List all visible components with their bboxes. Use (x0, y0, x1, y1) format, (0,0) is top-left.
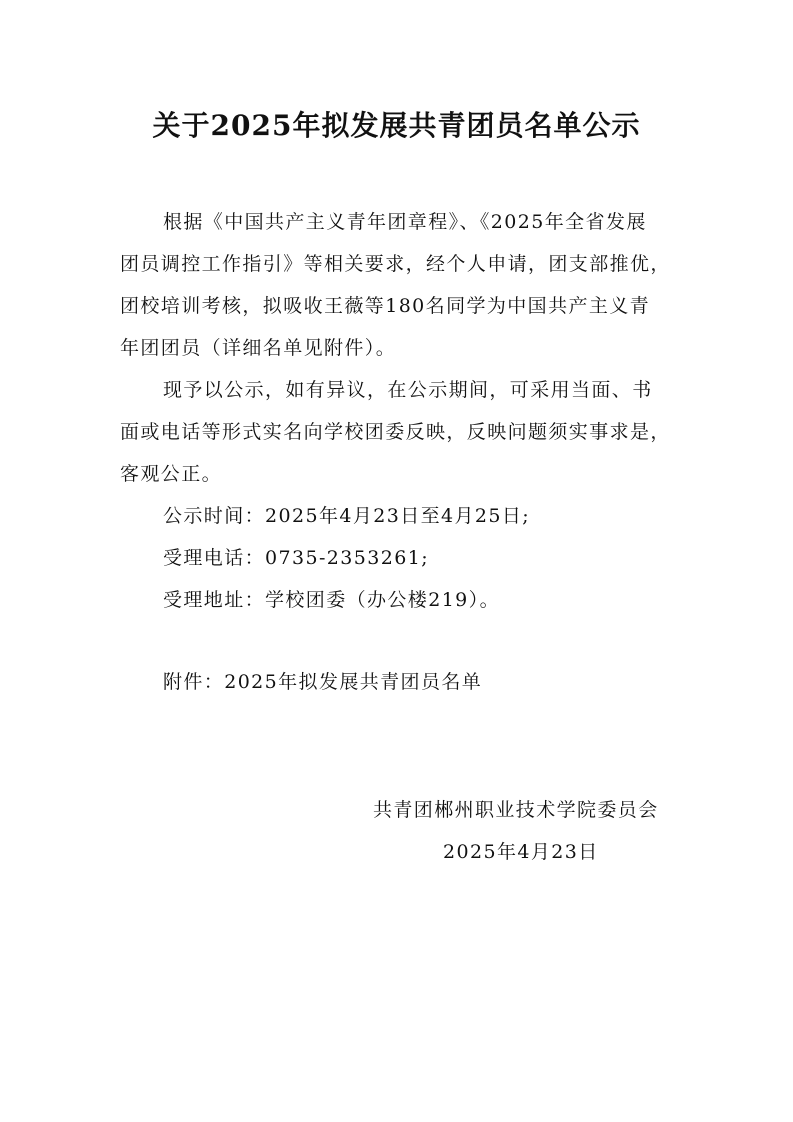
document-title: 关于2025年拟发展共青团员名单公示 (152, 109, 641, 142)
body-line-2: 团员调控工作指引》等相关要求，经个人申请，团支部推优， (120, 253, 671, 275)
signature-date: 2025年4月23日 (443, 841, 599, 863)
body-line-7: 客观公正。 (120, 463, 223, 485)
body-line-3: 团校培训考核，拟吸收王薇等180名同学为中国共产主义青 (120, 295, 651, 317)
contact-phone: 受理电话：0735-2353261; (163, 547, 429, 569)
announcement-period: 公示时间：2025年4月23日至4月25日; (163, 505, 531, 527)
body-line-4: 年团团员（详细名单见附件）。 (120, 337, 397, 359)
body-line-6: 面或电话等形式实名向学校团委反映，反映问题须实事求是， (120, 421, 671, 443)
signature-organization: 共青团郴州职业技术学院委员会 (373, 799, 659, 821)
contact-address: 受理地址：学校团委（办公楼219）。 (163, 589, 500, 611)
body-line-1: 根据《中国共产主义青年团章程》、《2025年全省发展 (163, 211, 647, 233)
attachment-note: 附件：2025年拟发展共青团员名单 (163, 671, 483, 693)
body-line-5: 现予以公示，如有异议，在公示期间，可采用当面、书 (163, 379, 653, 401)
